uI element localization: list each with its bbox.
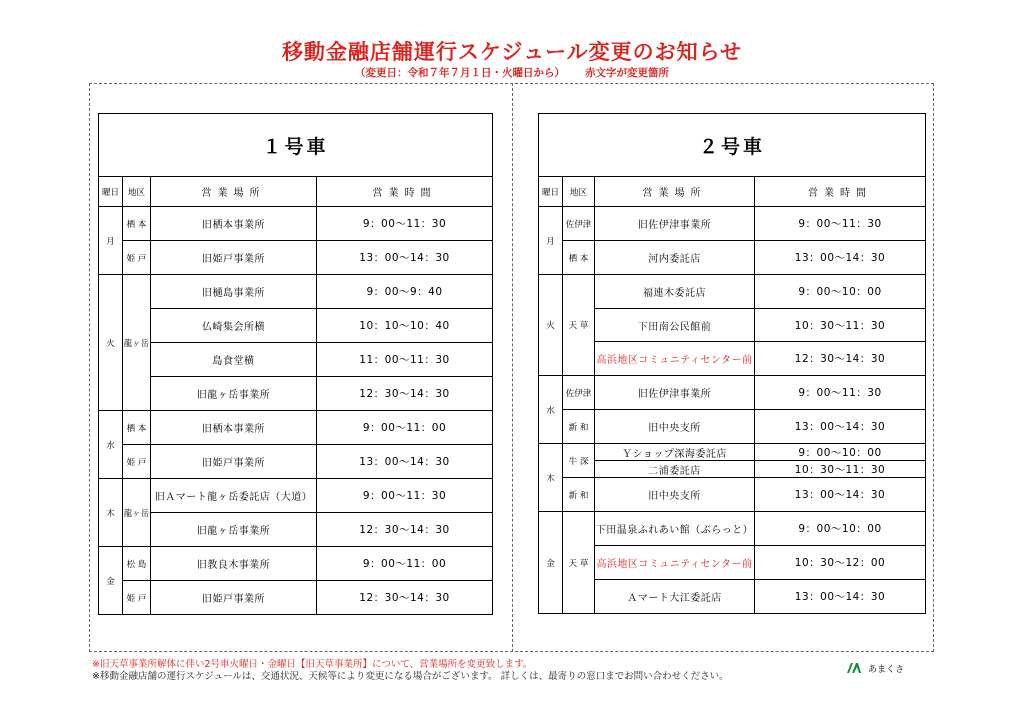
- day-cell: 金: [99, 547, 123, 615]
- header-time: 営業時間: [755, 177, 926, 207]
- time-cell: 9：00〜11：30: [317, 479, 493, 513]
- time-cell: 9：00〜9：40: [317, 275, 493, 309]
- table-row: [539, 207, 926, 241]
- table-row: [99, 479, 493, 513]
- header-time: 営業時間: [317, 177, 493, 207]
- time-cell: 9：00〜11：00: [317, 547, 493, 581]
- area-cell: 龍ヶ岳: [123, 275, 151, 411]
- table-row: [99, 207, 493, 241]
- table-row: [539, 546, 926, 580]
- table-row: [99, 411, 493, 445]
- day-cell: 木: [539, 444, 563, 512]
- table-row: [539, 580, 926, 614]
- ja-logo: [846, 658, 905, 675]
- table-row: [539, 410, 926, 444]
- page-title: 移動金融店舗運行スケジュール変更のお知らせ: [281, 40, 743, 64]
- table-row: [539, 342, 926, 376]
- header-place: 営業場所: [595, 177, 755, 207]
- table-row: [539, 275, 926, 309]
- place-cell: 福連木委託店: [595, 275, 755, 309]
- table-row: [99, 343, 493, 377]
- time-cell: 9：00〜11：30: [755, 207, 926, 241]
- place-cell: 仏崎集会所横: [151, 309, 317, 343]
- place-cell: 旧Ａマート龍ヶ岳委託店（大道）: [151, 479, 317, 513]
- time-cell: 9：00〜11：30: [755, 376, 926, 410]
- place-cell: 旧栖本事業所: [151, 207, 317, 241]
- car1-schedule-table: [98, 113, 493, 615]
- table-row: [539, 512, 926, 546]
- header-place: 営業場所: [151, 177, 317, 207]
- time-cell: 10：30〜11：30: [755, 461, 926, 478]
- table-row: [99, 309, 493, 343]
- frame-divider: [512, 83, 513, 652]
- table-row: [99, 275, 493, 309]
- time-cell: 13：00〜14：30: [317, 445, 493, 479]
- time-cell: 12：30〜14：30: [317, 377, 493, 411]
- time-cell: 13：00〜14：30: [755, 478, 926, 512]
- place-cell: 旧姫戸事業所: [151, 581, 317, 615]
- table-row: [539, 241, 926, 275]
- day-cell: 水: [99, 411, 123, 479]
- table-row: [99, 513, 493, 547]
- day-cell: 火: [99, 275, 123, 411]
- area-cell: 龍ヶ岳: [123, 479, 151, 547]
- header-area: 地区: [563, 177, 595, 207]
- area-cell: 姫 戸: [123, 241, 151, 275]
- place-cell: 下田温泉ふれあい館（ぶらっと）: [595, 512, 755, 546]
- area-cell: 天 草: [563, 275, 595, 376]
- table-row: [539, 309, 926, 342]
- place-cell: 旧姫戸事業所: [151, 445, 317, 479]
- time-cell: 9：00〜10：00: [755, 512, 926, 546]
- place-cell: 旧龍ヶ岳事業所: [151, 377, 317, 411]
- day-cell: 金: [539, 512, 563, 614]
- ja-logo-icon: [846, 659, 862, 678]
- table-header-row: [99, 177, 493, 207]
- area-cell: 牛 深: [563, 444, 595, 478]
- area-cell: 姫 戸: [123, 445, 151, 479]
- table-row: [99, 241, 493, 275]
- logo-text: あまくさ: [868, 665, 905, 675]
- time-cell: 12：30〜14：30: [317, 513, 493, 547]
- place-cell: 旧樋島事業所: [151, 275, 317, 309]
- time-cell: 9：00〜11：00: [317, 411, 493, 445]
- area-cell: 栖 本: [563, 241, 595, 275]
- table-row: [539, 461, 926, 478]
- place-cell: 二浦委託店: [595, 461, 755, 478]
- place-cell: 旧栖本事業所: [151, 411, 317, 445]
- time-cell: 9：00〜10：00: [755, 275, 926, 309]
- time-cell: 12：30〜14：30: [317, 581, 493, 615]
- time-cell: 9：00〜11：30: [317, 207, 493, 241]
- day-cell: 木: [99, 479, 123, 547]
- time-cell: 9：00〜10：00: [755, 444, 926, 461]
- table-row: [539, 478, 926, 512]
- place-cell: Ｙショップ深海委託店: [595, 444, 755, 461]
- area-cell: 姫 戸: [123, 581, 151, 615]
- change-date-text: （変更日：令和７年７月１日・火曜日から）: [355, 67, 565, 79]
- place-cell: Ａマート大江委託店: [595, 580, 755, 614]
- place-cell: 旧中央支所: [595, 410, 755, 444]
- area-cell: 松 島: [123, 547, 151, 581]
- time-cell: 10：30〜12：00: [755, 546, 926, 580]
- table-row: [99, 445, 493, 479]
- day-cell: 水: [539, 376, 563, 444]
- day-cell: 月: [99, 207, 123, 275]
- header-area: 地区: [123, 177, 151, 207]
- note-disclaimer: ※移動金融店舗の運行スケジュールは、交通状況、天候等により変更になる場合がございます。 詳しくは、最寄りの窓口までお問い合わせください。: [92, 671, 729, 682]
- place-cell: 河内委託店: [595, 241, 755, 275]
- place-cell-changed: 高浜地区コミュニティセンター前: [595, 342, 755, 376]
- time-cell: 13：00〜14：30: [755, 241, 926, 275]
- area-cell: 新 和: [563, 478, 595, 512]
- place-cell: 旧佐伊津事業所: [595, 207, 755, 241]
- area-cell: 栖 本: [123, 207, 151, 241]
- time-cell: 13：00〜14：30: [317, 241, 493, 275]
- car2-name: ２号車: [539, 114, 926, 177]
- time-cell: 10：30〜11：30: [755, 309, 926, 342]
- car1-name: １号車: [99, 114, 493, 177]
- table-row: [99, 581, 493, 615]
- place-cell-changed: 高浜地区コミュニティセンター前: [595, 546, 755, 580]
- area-cell: 天 草: [563, 512, 595, 614]
- area-cell: 佐伊津: [563, 207, 595, 241]
- table-row: [99, 547, 493, 581]
- place-cell: 旧中央支所: [595, 478, 755, 512]
- place-cell: 旧佐伊津事業所: [595, 376, 755, 410]
- header-day: 曜日: [539, 177, 563, 207]
- place-cell: 下田南公民館前: [595, 309, 755, 342]
- table-header-row: [539, 177, 926, 207]
- place-cell: 旧姫戸事業所: [151, 241, 317, 275]
- page-subtitle: [0, 65, 1024, 80]
- car2-schedule-table: [538, 113, 926, 614]
- time-cell: 10：10〜10：40: [317, 309, 493, 343]
- place-cell: 島食堂横: [151, 343, 317, 377]
- change-legend-text: 赤文字が変更箇所: [585, 67, 669, 79]
- header-day: 曜日: [99, 177, 123, 207]
- day-cell: 月: [539, 207, 563, 275]
- table-row: [539, 376, 926, 410]
- time-cell: 12：30〜14：30: [755, 342, 926, 376]
- area-cell: 栖 本: [123, 411, 151, 445]
- table-row: [99, 377, 493, 411]
- place-cell: 旧龍ヶ岳事業所: [151, 513, 317, 547]
- table-row: [539, 444, 926, 461]
- day-cell: 火: [539, 275, 563, 376]
- time-cell: 11：00〜11：30: [317, 343, 493, 377]
- area-cell: 新 和: [563, 410, 595, 444]
- time-cell: 13：00〜14：30: [755, 580, 926, 614]
- place-cell: 旧教良木事業所: [151, 547, 317, 581]
- note-change-reason: ※旧天草事業所解体に伴い2号車火曜日・金曜日【旧天草事業所】について、営業場所を変更致します。: [92, 659, 533, 670]
- area-cell: 佐伊津: [563, 376, 595, 410]
- time-cell: 13：00〜14：30: [755, 410, 926, 444]
